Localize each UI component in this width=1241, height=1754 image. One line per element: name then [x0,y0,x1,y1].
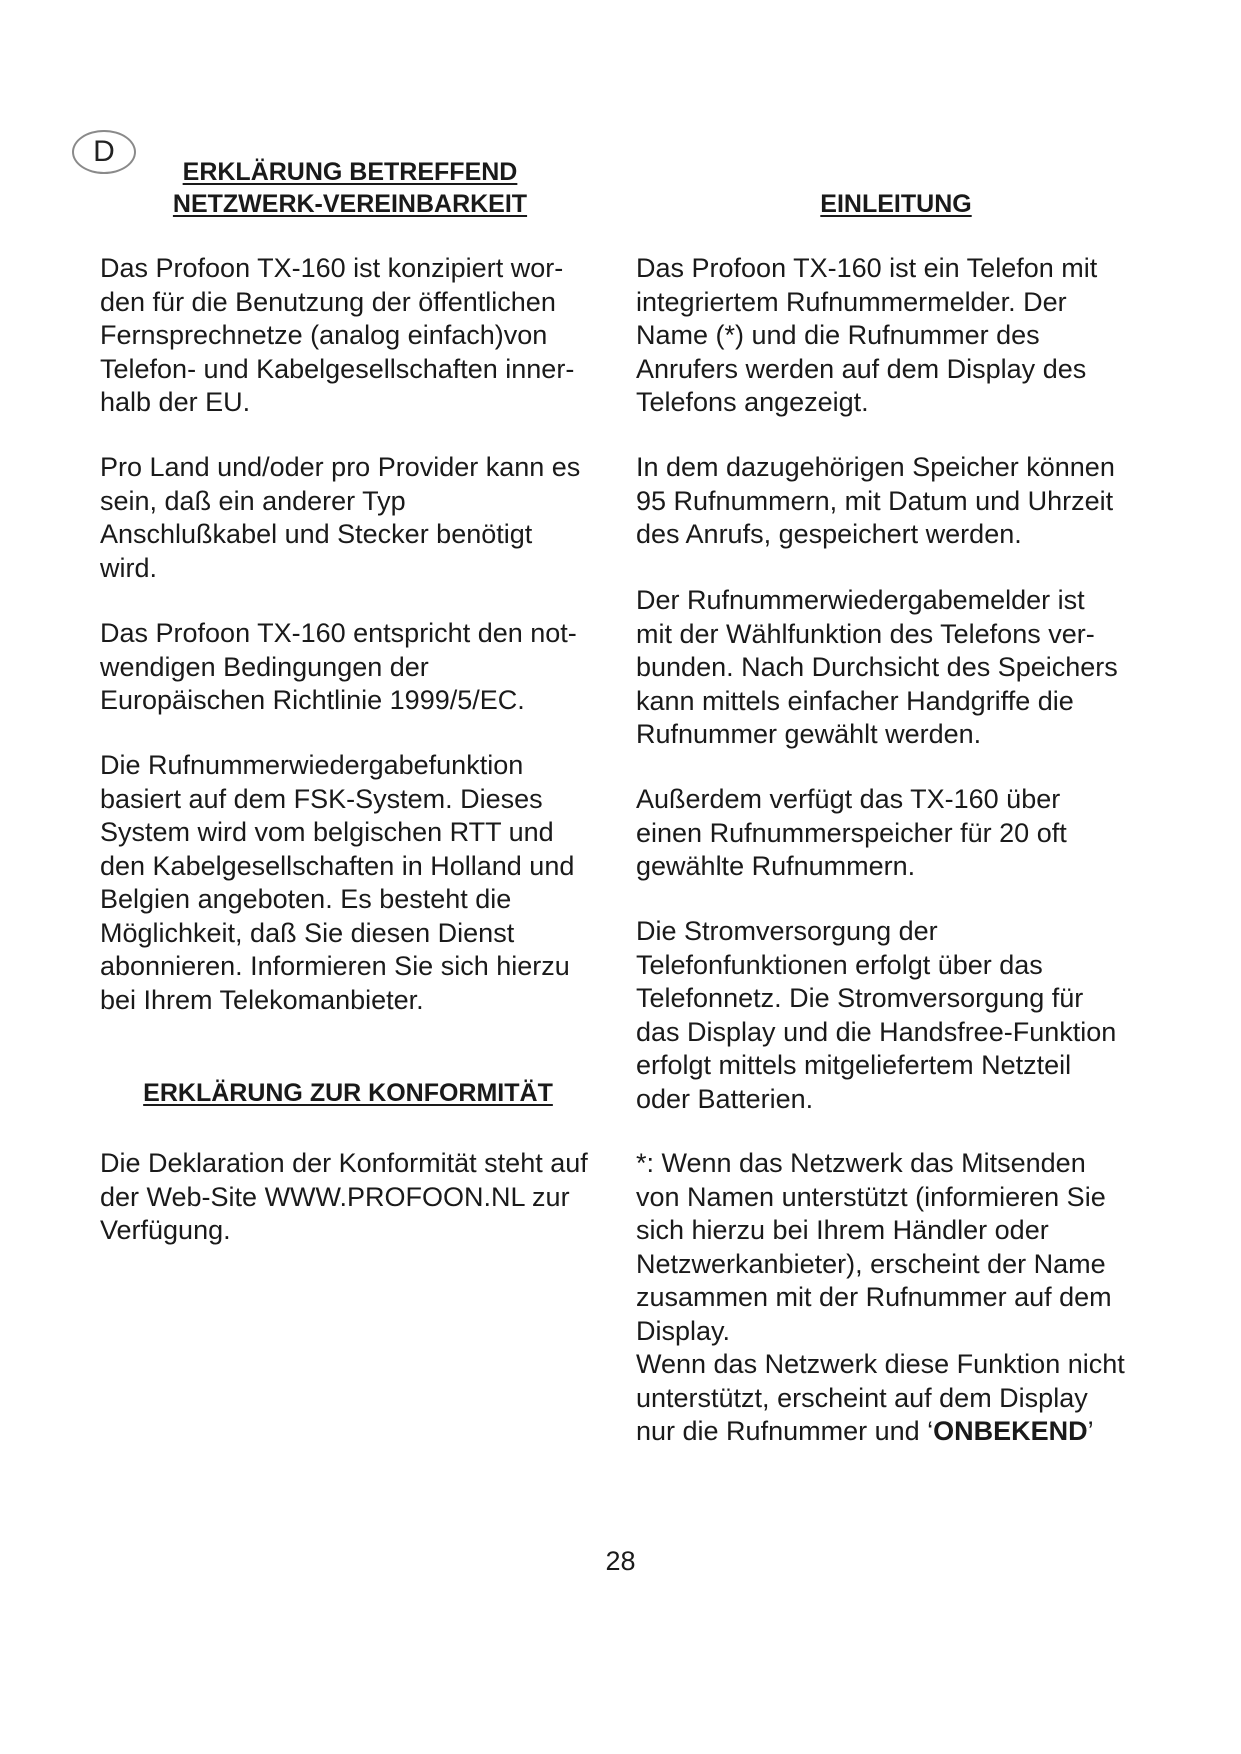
left-paragraph-4: Die Rufnummerwiedergabefunktion basiert auf dem FSK-System. Dieses System wird vom belgischen RTT und den Kabelgesellschaften in Holland und Belgien angeboten. Es besteht die Möglichkeit, daß Sie diesen Dienst abonnieren. Informieren Sie sich hierzu bei Ihrem Telekomanbieter. [100,750,575,1015]
right-paragraph-5: Die Stromversorgung der Telefonfunktionen erfolgt über das Telefonnetz. Die Stromversorgung für das Display und die Handsfree-Funktion erfolgt mittels mitgeliefertem Netzteil oder Batterien. [636,916,1117,1114]
language-badge: D [72,130,136,174]
footnote-text: *: Wenn das Netzwerk das Mitsenden von Namen unterstützt (informieren Sie sich hierzu bei Ihrem Händler oder Netzwerkanbieter), erscheint der Name zusammen mit der Rufnummer auf dem Display. Wenn das Netzwerk diese Funktion nicht unterstützt, erscheint auf dem Display nur die Rufnummer und ‘ [636,1148,1125,1446]
right-paragraph-2: In dem dazugehörigen Speicher können 95 Rufnummern, mit Datum und Uhrzeit des Anrufs, gespeichert werden. [636,452,1115,549]
heading-line-2: NETZWERK-VEREINBARKEIT [172,190,528,218]
footnote-emphasis: ONBEKEND [933,1416,1088,1446]
right-footnote [636,1147,1125,1449]
right-paragraph-3: Der Rufnummerwiedergabemelder ist mit der Wählfunktion des Telefons ver- bunden. Nach Durchsicht des Speichers kann mittels einfacher Handgriffe die Rufnummer gewählt werden. [636,585,1118,749]
introduction-heading: EINLEITUNG [820,190,972,218]
footnote-suffix: ’ [1087,1416,1094,1446]
heading-line-1: ERKLÄRUNG BETREFFEND [182,158,518,186]
left-paragraph-1: Das Profoon TX-160 ist konzipiert wor- den für die Benutzung der öffentlichen Fernsprechnetze (analog einfach)von Telefon- und Kabelgesellschaften inner- halb der EU. [100,253,575,417]
network-compatibility-heading [130,156,570,220]
page-number: 28 [605,1546,636,1576]
right-paragraph-4: Außerdem verfügt das TX-160 über einen Rufnummerspeicher für 20 oft gewählte Rufnummern. [636,784,1067,881]
right-paragraph-1: Das Profoon TX-160 ist ein Telefon mit integriertem Rufnummermelder. Der Name (*) und die Rufnummer des Anrufers werden auf dem Display des Telefons angezeigt. [636,253,1098,417]
left-paragraph-2: Pro Land und/oder pro Provider kann es sein, daß ein anderer Typ Anschlußkabel und Stecker benötigt wird. [100,452,581,583]
conformity-paragraph: Die Deklaration der Konformität steht auf der Web-Site WWW.PROFOON.NL zur Verfügung. [100,1148,588,1245]
conformity-heading: ERKLÄRUNG ZUR KONFORMITÄT [143,1079,553,1107]
left-paragraph-3: Das Profoon TX-160 entspricht den not- wendigen Bedingungen der Europäischen Richtlinie 1999/5/EC. [100,618,577,715]
